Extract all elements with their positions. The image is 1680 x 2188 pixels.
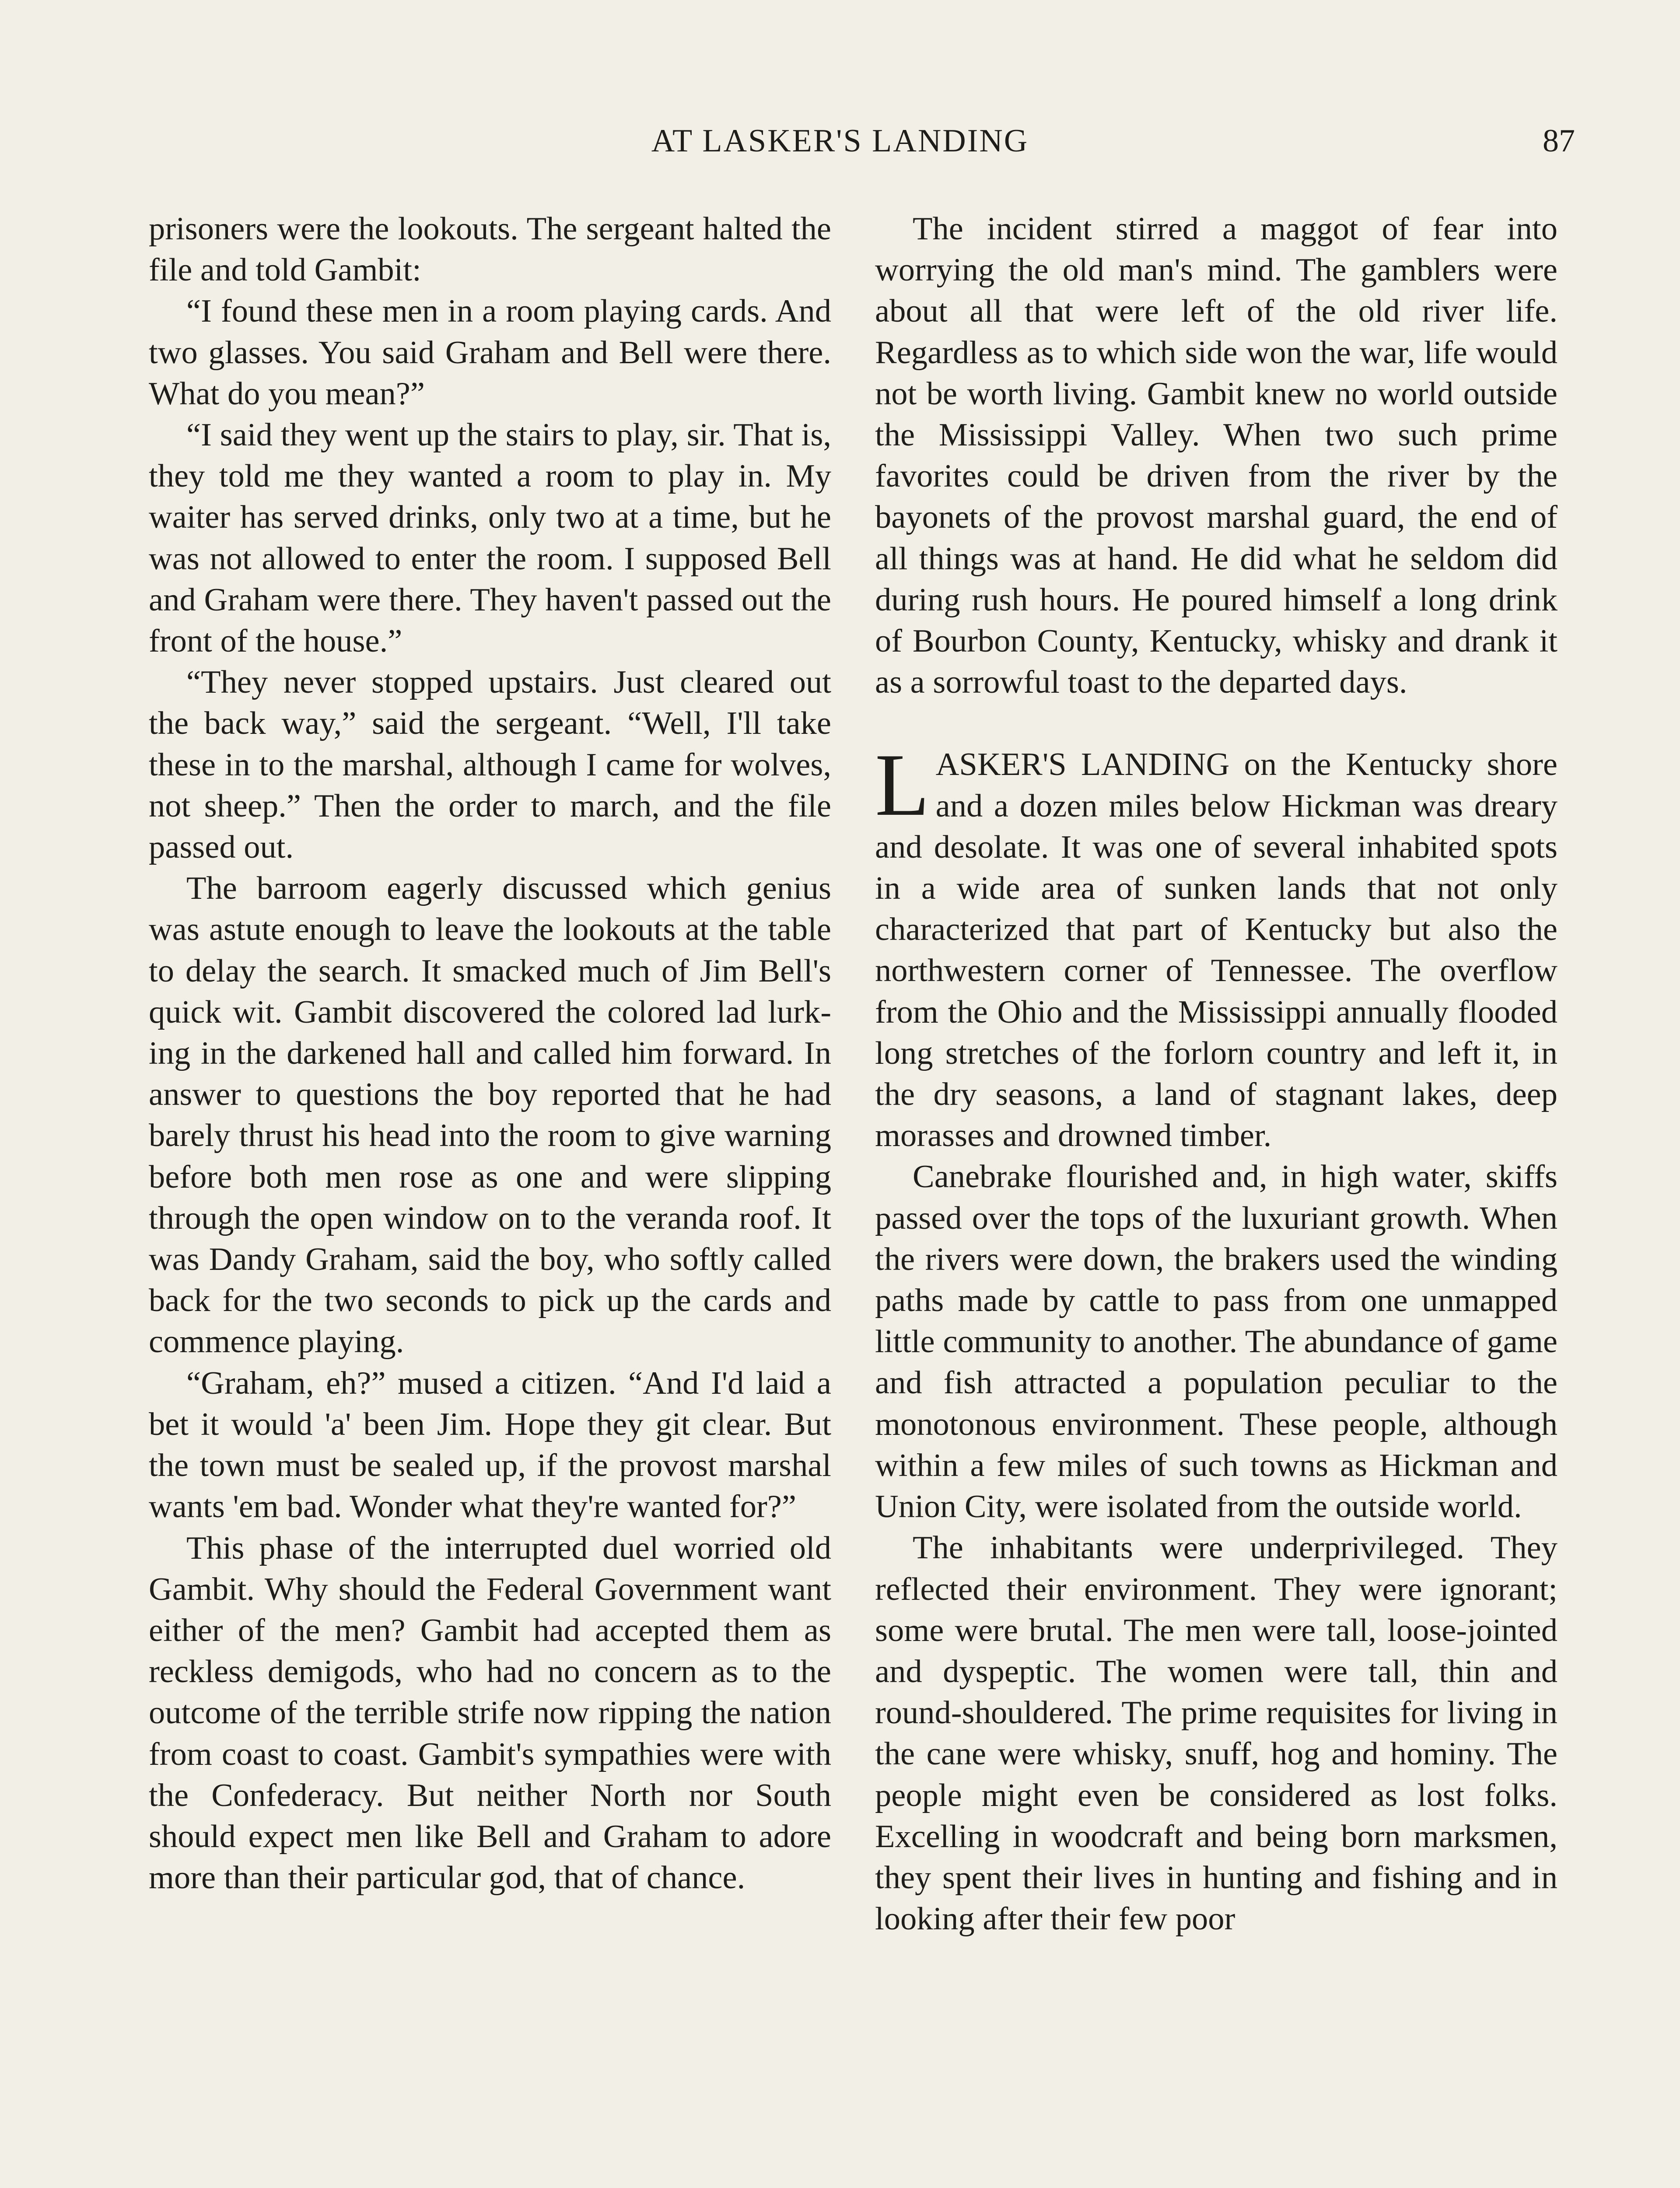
running-title: AT LASKER'S LANDING — [651, 123, 1029, 159]
drop-cap: L — [875, 736, 930, 835]
paragraph: prisoners were the lookouts. The sergeant halted the file and told Gambit: — [149, 211, 831, 288]
page-number: 87 — [1543, 123, 1575, 159]
paragraph: The barroom eagerly discussed which genius was astute enough to leave the lookouts at the table to delay the search. It smacked much of Jim Bell's quick wit. Gambit discovered the colored lad lurking in the darkened hall and called him forward. In answer to questions the boy reported that he had barely thrust his head into the room to give warning before both men rose as one and were slipping through the open window on to the veranda roof. It was Dandy Graham, said the boy, who softly called back for the two seconds to pick up the cards and commence playing. — [149, 870, 831, 1360]
paragraph: The incident stirred a maggot of fear into worrying the old man's mind. The gamblers were about all that were left of the old river life. Regardless as to which side won the war, life would not be worth living. Gambit knew no world outside the Mississippi Valley. When two such prime favorites could be driven from the river by the bayonets of the provost marshal guard, the end of all things was at hand. He did what he seldom did during rush hours. He poured himself a long drink of Bourbon County, Kentucky, whisky and drank it as a sorrowful toast to the departed days. — [875, 211, 1558, 701]
paragraph: “I found these men in a room playing cards. And two glasses. You said Graham and Bell were there. What do you mean?” — [149, 293, 831, 412]
section-lead-text: ASKER'S LANDING — [935, 747, 1230, 783]
paragraph: Canebrake flourished and, in high water, skiffs passed over the tops of the luxuriant growth. When the rivers were down, the brakers used the winding paths made by cattle to pass from one unmapped little community to another. The abundance of game and fish attracted a population peculiar to the monotonous environment. These people, although within a few miles of such towns as Hickman and Union City, were isolated from the outside world. — [875, 1159, 1558, 1525]
paragraph: “Graham, eh?” mused a citizen. “And I'd laid a bet it would 'a' been Jim. Hope they git clear. But the town must be sealed up, if the provost marshal wants 'em bad. Wonder what they're wanted for?” — [149, 1365, 831, 1525]
right-column — [875, 208, 1558, 1939]
left-column — [149, 208, 831, 1898]
paragraph: “I said they went up the stairs to play, sir. That is, they told me they wanted a room to play in. My waiter has served drinks, only two at a time, but he was not allowed to enter the room. I supposed Bell and Graham were there. They haven't passed out the front of the house.” — [149, 417, 831, 659]
paragraph: “They never stopped upstairs. Just cleared out the back way,” said the sergeant. “Well, I'll take these in to the marshal, although I came for wolves, not sheep.” Then the order to march, and the file passed out. — [149, 664, 831, 866]
section-opening-paragraph — [875, 736, 1558, 1156]
section-body-text: on the Kentucky shore and a dozen miles below Hickman was dreary and desolate. It was one of several inhabited spots in a wide area of sunken lands that not only characterized that part of Kentucky but also the northwestern corner of Tennessee. The overflow from the Ohio and the Mississippi annually flooded long stretches of the forlorn country and left it, in the dry seasons, a land of stagnant lakes, deep morasses and drowned timber. — [875, 747, 1558, 1154]
paragraph: This phase of the interrupted duel worried old Gambit. Why should the Federal Government want either of the men? Gambit had accepted them as reckless demigods, who had no concern as to the outcome of the terrible strife now ripping the nation from coast to coast. Gambit's sympathies were with the Confederacy. But neither North nor South should expect men like Bell and Graham to adore more than their particular god, that of chance. — [149, 1530, 831, 1896]
paragraph: The inhabitants were underprivileged. They reflected their environment. They were ignorant; some were brutal. The men were tall, loose-jointed and dyspeptic. The women were tall, thin and round-shouldered. The prime requisites for living in the cane were whisky, snuff, hog and hominy. The people might even be considered as lost folks. Excelling in woodcraft and being born marksmen, they spent their lives in hunting and fishing and in looking after their few poor — [875, 1530, 1558, 1937]
